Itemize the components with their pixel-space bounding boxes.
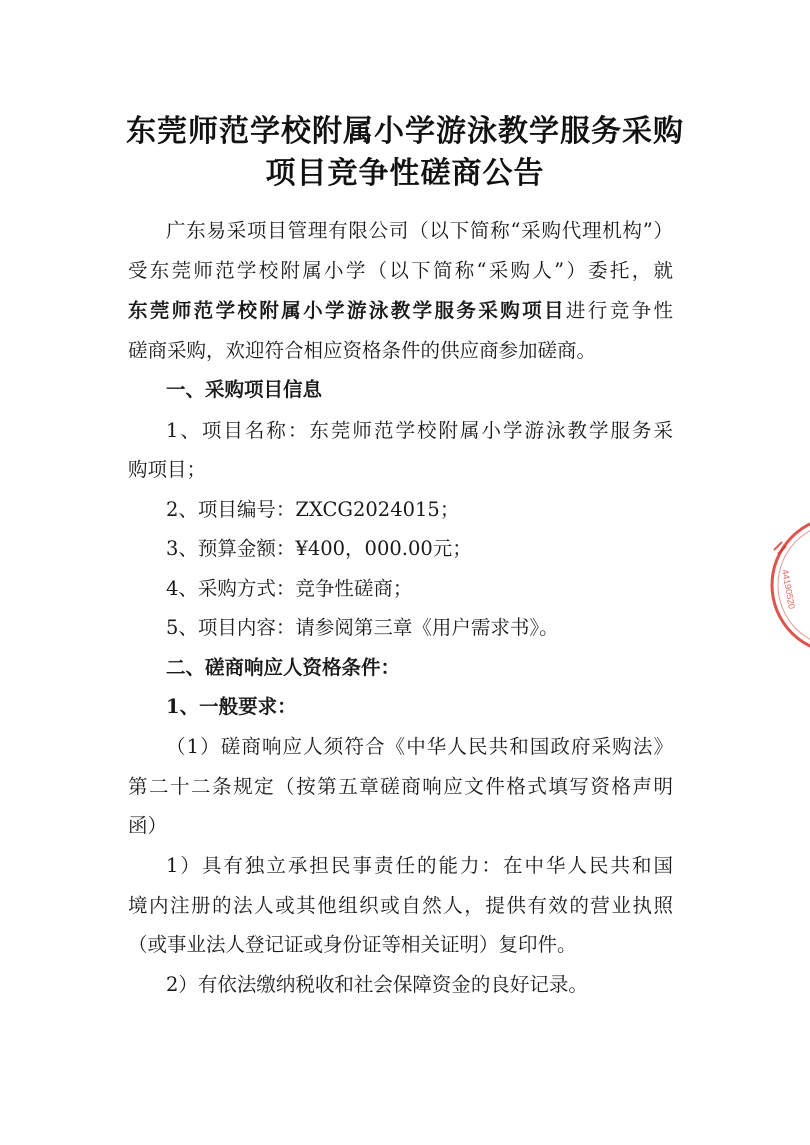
- clause1-line-b: 第二十二条规定（按第五章磋商响应文件格式填写资格声明: [128, 775, 673, 798]
- project-name-bold: 东莞师范学校附属小学游泳教学服务采购项目: [128, 299, 566, 322]
- item2: 2、项目编号：ZXCG2024015；: [166, 498, 460, 521]
- intro-line-2: 受东莞师范学校附属小学（以下简称“采购人”）委托，就: [128, 259, 673, 282]
- intro-line-4: 磋商采购，欢迎符合相应资格条件的供应商参加磋商。: [128, 339, 597, 362]
- section1-heading: 一、采购项目信息: [166, 378, 323, 401]
- intro-line-3: [128, 298, 673, 324]
- cond2: 2）有依法缴纳税收和社会保障资金的良好记录。: [166, 973, 588, 996]
- document-title-line1: 东莞师范学校附属小学游泳教学服务采购: [126, 114, 684, 149]
- item3: 3、预算金额：¥400，000.00元；: [166, 537, 472, 560]
- document-title-line2: 项目竞争性磋商公告: [265, 156, 545, 191]
- clause1-line-c: 函）: [128, 814, 168, 837]
- cond1-line-c: （或事业法人登记证或身份证等相关证明）复印件。: [128, 933, 577, 956]
- item4: 4、采购方式：竞争性磋商；: [166, 577, 413, 600]
- clause1-line-a: （1）磋商响应人须符合《中华人民共和国政府采购法》: [166, 735, 673, 758]
- item1-line-b: 购项目；: [128, 458, 207, 481]
- cond1-line-a: 1）具有独立承担民事责任的能力：在中华人民共和国: [166, 854, 673, 877]
- seal-stamp-icon: [760, 510, 810, 660]
- section2-heading: 二、磋商响应人资格条件：: [166, 656, 401, 679]
- stamp-number: 44190520: [780, 568, 797, 610]
- section2-sub1: 1、一般要求：: [166, 695, 297, 718]
- cond1-line-b: 境内注册的法人或其他组织或自然人，提供有效的营业执照: [128, 894, 673, 917]
- intro-line-3-rest: 进行竞争性: [565, 299, 673, 322]
- intro-line-1: 广东易采项目管理有限公司（以下简称“采购代理机构”）: [166, 219, 673, 242]
- item1-line-a: 1、项目名称：东莞师范学校附属小学游泳教学服务采: [166, 419, 673, 442]
- item5: 5、项目内容：请参阅第三章《用户需求书》。: [166, 616, 559, 639]
